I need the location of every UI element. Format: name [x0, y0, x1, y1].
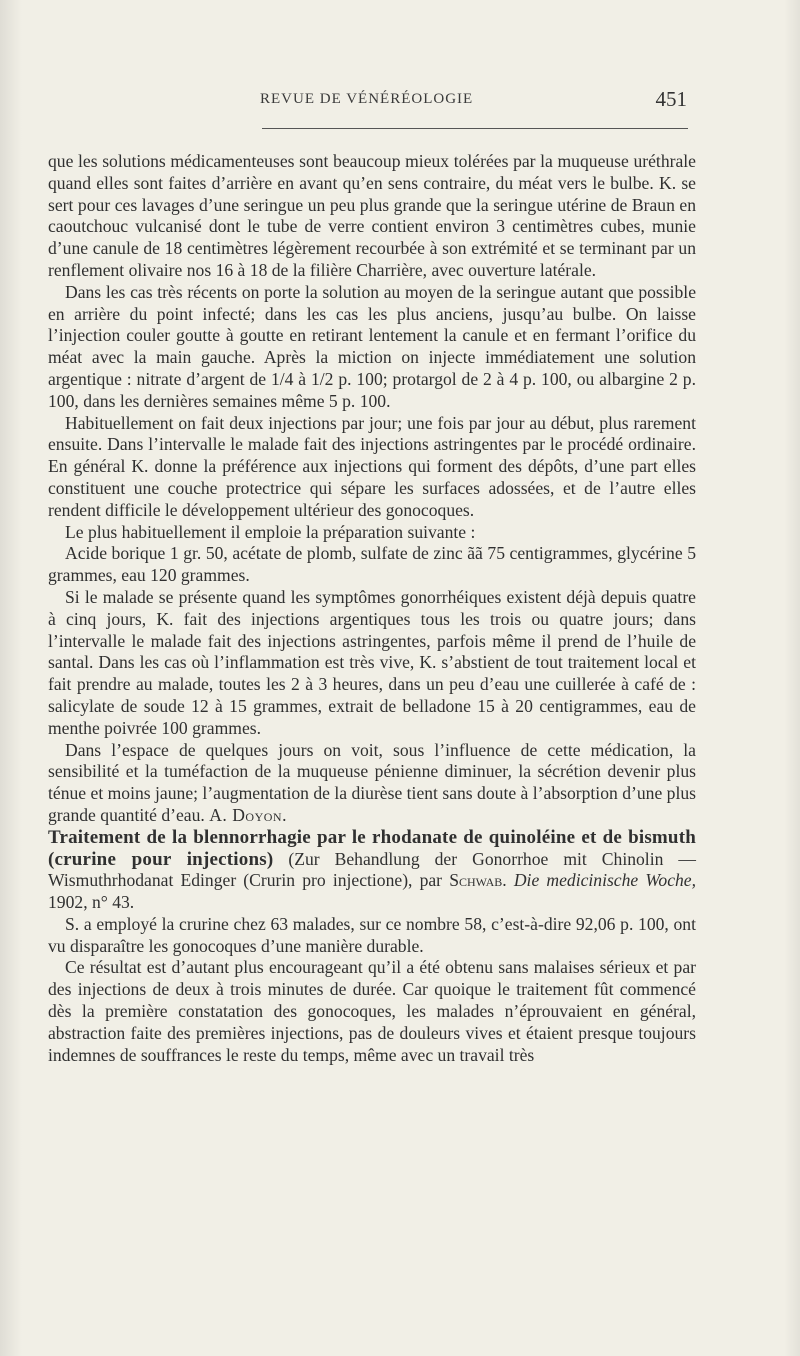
page-left-shadow [0, 0, 22, 1356]
article-body [48, 151, 696, 1066]
paragraph-6: Si le malade se présente quand les symptômes gonorrhéiques existent déjà depuis quatre à cinq jours, K. fait des injections argentiques tous les trois ou quatre jours; dans l’intervalle le malade fait des injections astringentes, parfois même il prend de l’huile de santal. Dans les cas où l’inflammation est très vive, K. s’abstient de tout traitement local et fait prendre au malade, toutes les 2 à 3 heures, dans un peu d’eau une cuillerée à café de : salicylate de soude 12 à 15 grammes, extrait de belladone 15 à 20 centigrammes, eau de menthe poivrée 100 grammes. [48, 586, 696, 738]
paragraph-9: Ce résultat est d’autant plus encourageant qu’il a été obtenu sans malaises sérieux et par des injections de deux à trois minutes de durée. Car quoique le traitement fût commencé dès la première constatation des gonocoques, les malades n’éprouvaient en général, abstraction faite des premières injections, pas de douleurs vives et étaient presque toujours indemnes de souffrances le reste du temps, même avec un travail très [48, 957, 696, 1065]
paragraph-3: Habituellement on fait deux injections par jour; une fois par jour au début, plus rarement ensuite. Dans l’intervalle le malade fait des injections astringentes par le procédé ordinaire. En général K. donne la préférence aux injections qui forment des dépôts, d’une part elles constituent une couche protectrice qui sépare les surfaces adossées, et de l’autre elles rendent difficile le développement ultérieur des gonocoques. [48, 412, 696, 520]
section-subtitle-post: 1902, n° 43. [48, 892, 135, 913]
page-right-shadow [784, 0, 800, 1356]
section-subtitle-pre: (Zur Behandlung der Gonorrhoe mit Chinolin — Wismuthrhodanat Edinger (Crurin pro injectione), par [48, 848, 696, 891]
paragraph-4: Le plus habituellement il emploie la préparation suivante : [65, 521, 476, 542]
paragraph-7 [48, 740, 696, 827]
paragraph-7-text: Dans l’espace de quelques jours on voit, sous l’influence de cette médication, la sensibilité et la tuméfaction de la muqueuse pénienne diminuer, la sécrétion devenir plus ténue et moins jaune; l’augmentation de la diurèse tient sans doute à l’absorption d’une plus grande quantité d’eau. [48, 739, 696, 825]
paragraph-2: Dans les cas très récents on porte la solution au moyen de la seringue autant que possible en arrière du point infecté; dans les cas les plus anciens, jusqu’au bulbe. On laisse l’injection couler goutte à goutte en retirant lentement la canule et en fermant l’orifice du méat avec la main gauche. Après la miction on injecte immédiatement une solution argentique : nitrate d’argent de 1/4 à 1/2 p. 100; protargol de 2 à 4 p. 100, ou albargine 2 p. 100, dans les dernières semaines même 5 p. 100. [48, 281, 696, 411]
section-subtitle-journal: Die medicinische Woche, [506, 870, 697, 891]
paragraph-1: que les solutions médicamenteuses sont beaucoup mieux tolérées par la muqueuse uréthrale quand elles sont faites d’arrière en avant qu’en sens contraire, du méat vers le bulbe. K. se sert pour ces lavages d’une seringue un peu plus grande que la seringue utérine de Braun en caoutchouc vulcanisé dont le tube de verre contient environ 3 centimètres cubes, munie d’une canule de 18 centimètres légèrement recourbée à son extrémité et se terminant par un renflement olivaire nos 16 à 18 de la filière Charrière, avec ouverture latérale. [48, 151, 696, 280]
page-header [50, 87, 695, 125]
paragraph-8: S. a employé la crurine chez 63 malades, sur ce nombre 58, c’est-à-dire 92,06 p. 100, ont vu disparaître les gonocoques d’une manière durable. [48, 913, 696, 956]
section-subtitle-author: Schwab. [449, 870, 507, 891]
section-title: Traitement de la blennorrhagie par le rhodanate de quinoléine et de bismuth (crurine pour injections) [48, 826, 696, 870]
header-rule [262, 128, 688, 129]
section-heading [48, 827, 696, 914]
paragraph-7-author: A. Doyon. [209, 804, 287, 825]
page-number: 451 [655, 87, 687, 111]
running-head: REVUE DE VÉNÉRÉOLOGIE [260, 91, 474, 107]
paragraph-5: Acide borique 1 gr. 50, acétate de plomb, sulfate de zinc ãã 75 centigrammes, glycérine 5 grammes, eau 120 grammes. [48, 543, 696, 586]
